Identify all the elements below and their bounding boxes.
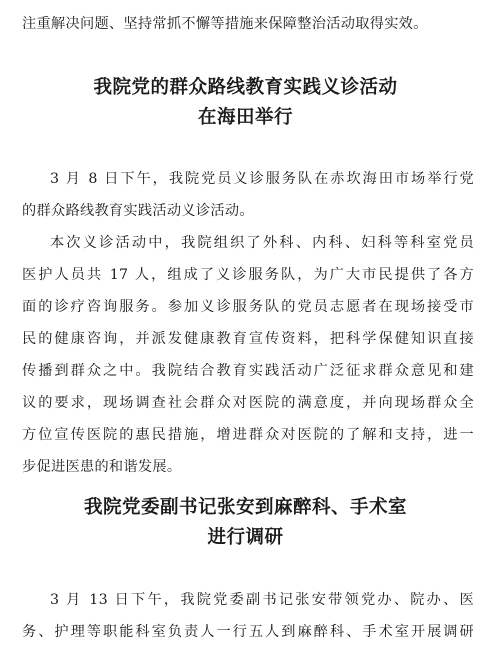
article-title-line: 在海田举行 [197, 107, 293, 128]
paragraph-line: 议的要求，现场调查社会群众对医院的满意度，并向现场群众全 [22, 395, 474, 411]
paragraph-line: 民的健康咨询，并派发健康教育宣传资料，把科学保健知识直接 [22, 331, 474, 347]
article-title-line: 进行调研 [207, 527, 284, 548]
paragraph-line: 医护人员共 17 人，组成了义诊服务队，为广大市民提供了各方 [22, 267, 474, 283]
paragraph-line: 面的诊疗咨询服务。参加义诊服务队的党员志愿者在现场接受市 [22, 299, 474, 315]
paragraph-first-line: 本次义诊活动中，我院组织了外科、内科、妇科等科室党员 [50, 235, 474, 251]
paragraph-line: 的群众路线教育实践活动义诊活动。 [22, 203, 254, 219]
paragraph-first-line: 3 月 8 日下午，我院党员义诊服务队在赤坎海田市场举行党 [50, 171, 474, 187]
article-title-line: 我院党的群众路线教育实践义诊活动 [93, 77, 398, 98]
paragraph-line: 务、护理等职能科室负责人一行五人到麻醉科、手术室开展调研 [22, 624, 474, 640]
paragraph-line: 步促进医患的和谐发展。 [22, 459, 182, 475]
article-title-line: 我院党委副书记张安到麻醉科、手术室 [83, 497, 407, 518]
body-text-line: 注重解决问题、坚持常抓不懈等措施来保障整治活动取得实效。 [22, 16, 428, 32]
paragraph-line: 传播到群众之中。我院结合教育实践活动广泛征求群众意见和建 [22, 363, 474, 379]
paragraph-first-line: 3 月 13 日下午，我院党委副书记张安带领党办、院办、医 [50, 592, 474, 608]
paragraph-line: 方位宣传医院的惠民措施，增进群众对医院的了解和支持，进一 [22, 427, 474, 443]
